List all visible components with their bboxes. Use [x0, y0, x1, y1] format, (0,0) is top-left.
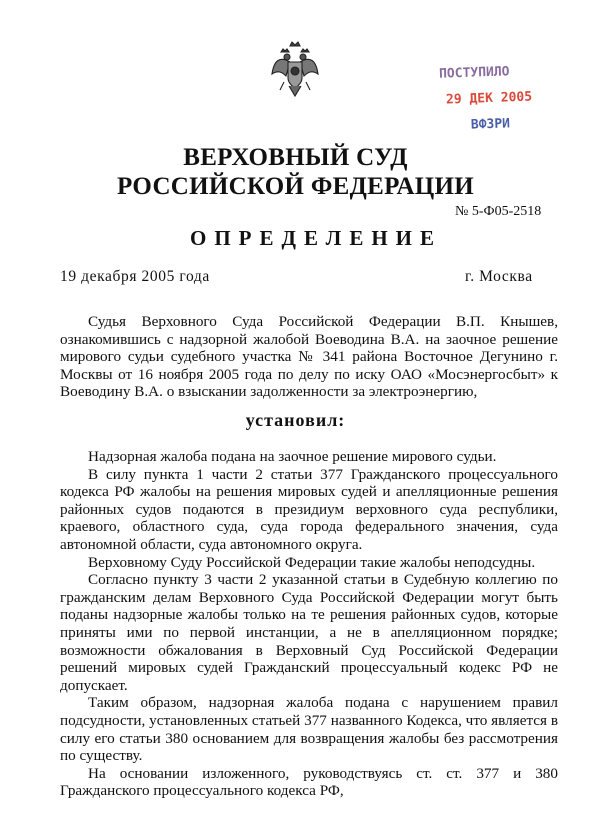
stamp-department: ВФЗРИ	[470, 116, 511, 133]
body-text	[60, 448, 558, 800]
body-paragraph: Надзорная жалоба подана на заочное решение мирового судьи.	[88, 448, 497, 465]
body-paragraph: Таким образом, надзорная жалоба подана с нарушением правил подсудности, установленных статьей 377 названного Кодекса, что является в силу его статьи 380 основанием для возвращения жалобы без рассмотрения по существу.	[60, 694, 558, 765]
received-stamp	[439, 58, 542, 139]
document-date: 19 декабря 2005 года	[60, 268, 210, 285]
document-title: ОПРЕДЕЛЕНИЕ	[190, 226, 443, 250]
coat-of-arms-icon	[270, 40, 320, 100]
section-heading: установил:	[245, 410, 346, 430]
body-paragraph: На основании изложенного, руководствуясь ст. ст. 377 и 380 Гражданского процессуального кодекса РФ,	[60, 764, 558, 800]
body-paragraph: В силу пункта 1 части 2 статьи 377 Гражданского процессуального кодекса РФ жалобы на решения мировых судей и апелляционные решения районных судов подаются в президиум верховного суда республики, краевого, областного суда, суда города федерального значения, суда автономной области, суда автономного округа.	[60, 465, 558, 553]
body-paragraph: Согласно пункту 3 части 2 указанной статьи в Судебную коллегию по гражданским делам Верховного Суда Российской Федерации могут быть поданы надзорные жалобы только на те решения районных судов, которые приняты ими по первой инстанции, а не в апелляционном порядке; возможности обжалования в Верховный Суд Российской Федерации решений мировых судей Гражданский процессуальный кодекс РФ не допускает.	[60, 571, 558, 694]
stamp-date: 29 ДЕК 2005	[445, 89, 533, 108]
court-name-line1: ВЕРХОВНЫЙ СУД	[183, 144, 408, 171]
document-city: г. Москва	[465, 268, 533, 285]
intro-paragraph: Судья Верховного Суда Российской Федерации В.П. Кнышев, ознакомившись с надзорной жалобой Воеводина В.А. на заочное решение мирового судьи судебного участка № 341 района Восточное Дегунино г. Москвы от 16 ноября 2005 года по делу по иску ОАО «Мосэнергосбыт» к Воеводину В.А. о взыскании задолженности за электроэнергию,	[60, 313, 558, 401]
court-name-line2: РОССИЙСКОЙ ФЕДЕРАЦИИ	[116, 173, 475, 200]
stamp-received-label: ПОСТУПИЛО	[438, 64, 510, 82]
court-name	[0, 143, 591, 201]
body-paragraph: Верховному Суду Российской Федерации такие жалобы неподсудны.	[88, 553, 536, 571]
document-number: № 5-Ф05-2518	[455, 204, 542, 219]
